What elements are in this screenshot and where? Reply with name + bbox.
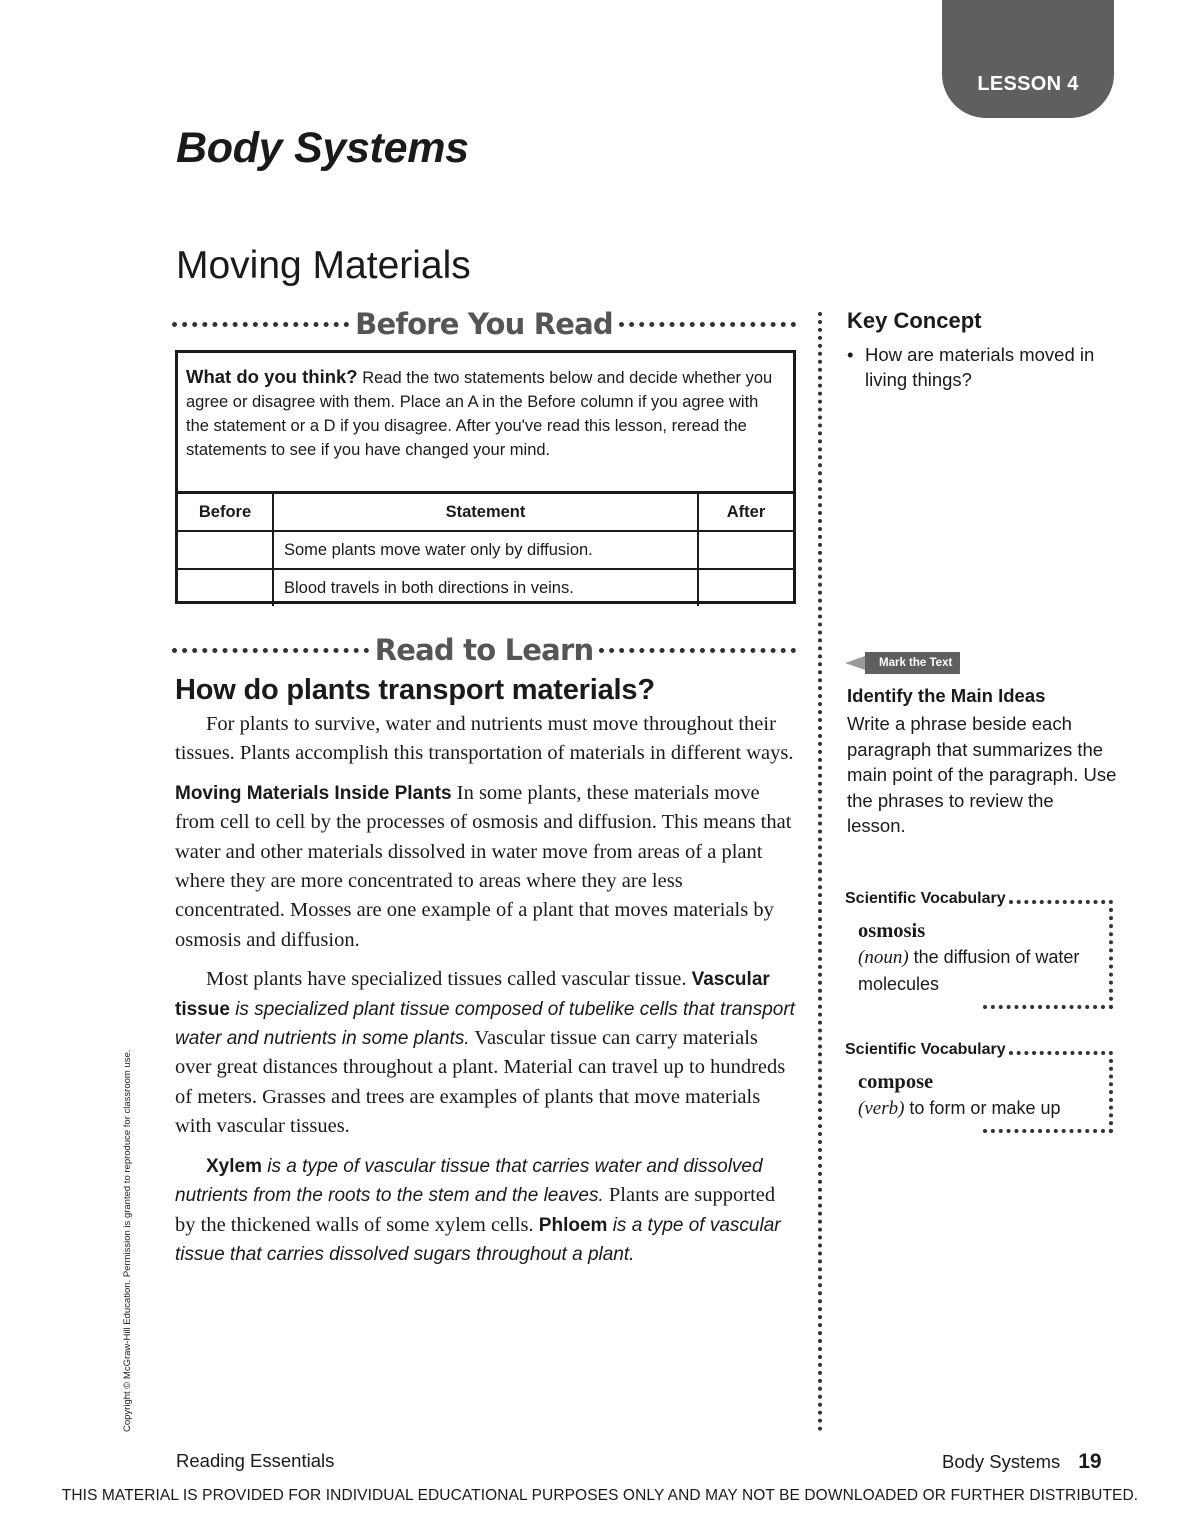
after-cell[interactable]	[698, 569, 793, 606]
banner-label: Read to Learn	[374, 633, 594, 667]
vocab-header-dots	[1009, 1051, 1113, 1055]
lesson-tab-label: LESSON 4	[977, 73, 1079, 95]
vocab-entry	[858, 1069, 1108, 1122]
statement-cell: Blood travels in both directions in veins.	[273, 569, 698, 606]
header-after: After	[698, 493, 793, 532]
banner-dots-right	[619, 322, 796, 327]
table-row	[178, 569, 793, 606]
paragraph-moving-materials	[175, 779, 797, 955]
term-vascular-tissue: Vascular tissue	[175, 969, 770, 1020]
footer-book-name: Reading Essentials	[176, 1450, 335, 1471]
paragraph-intro: For plants to survive, water and nutrients must move throughout their tissues. Plants accomplish this transportation of materials in different ways.	[175, 713, 794, 765]
copyright-notice: Copyright © McGraw-Hill Education. Permission is granted to reproduce for classroom use.	[122, 1049, 133, 1432]
banner-dots-right	[599, 648, 796, 653]
subhead: Moving Materials Inside Plants	[175, 782, 452, 804]
anticipation-table	[178, 491, 793, 606]
vocab-label: Scientific Vocabulary	[845, 890, 1006, 907]
definition-xylem: is a type of vascular tissue that carries water and dissolved nutrients from the roots to the stem and the leaves.	[175, 1155, 763, 1207]
vocab-entry	[858, 918, 1108, 998]
footer-right	[942, 1450, 1102, 1474]
definition-vascular-tissue: is specialized plant tissue composed of tubelike cells that transport water and nutrients in some plants.	[175, 998, 795, 1050]
vocab-pos: (noun)	[858, 947, 909, 968]
main-ideas-text: Write a phrase beside each paragraph that summarizes the main point of the paragraph. Use the phrases to review the lesson.	[847, 713, 1117, 836]
banner-label: Before You Read	[355, 307, 613, 341]
definition-phloem: is a type of vascular tissue that carries dissolved sugars throughout a plant.	[175, 1214, 781, 1265]
before-cell[interactable]	[178, 531, 273, 569]
vocab-box-compose	[845, 1041, 1113, 1137]
vocab-definition	[858, 1095, 1108, 1122]
question-heading: How do plants transport materials?	[175, 674, 655, 706]
banner-dots-left	[172, 648, 369, 653]
pencil-icon	[845, 656, 865, 670]
before-cell[interactable]	[178, 569, 273, 606]
statement-cell: Some plants move water only by diffusion.	[273, 531, 698, 569]
prompt-text: Read the two statements below and decide whether you agree or disagree with them. Place an A in the Before column if you agree with the statement or a D if you disagree. After you've read this lesson, reread the statements to see if you have changed your mind.	[186, 369, 773, 459]
footer-chapter: Body Systems	[942, 1451, 1061, 1472]
main-ideas-heading: Identify the Main Ideas	[847, 685, 1046, 706]
after-cell[interactable]	[698, 531, 793, 569]
key-concept-item: • How are materials moved in living things?	[865, 342, 1135, 392]
vocab-definition-text: the diffusion of water molecules	[858, 947, 1080, 994]
vocab-label: Scientific Vocabulary	[845, 1041, 1006, 1058]
paragraph-text: Plants are supported by the thickened walls of some xylem cells.	[175, 1184, 776, 1236]
vocab-definition-text: to form or make up	[904, 1098, 1061, 1118]
book-title: Body Systems	[176, 124, 469, 172]
vocab-pos: (verb)	[858, 1098, 905, 1119]
prompt-bold: What do you think?	[186, 366, 358, 387]
column-divider	[818, 312, 822, 1432]
lesson-tab	[942, 0, 1114, 118]
read-to-learn-banner	[172, 631, 796, 669]
vocab-term: osmosis	[858, 920, 926, 942]
vocab-header	[845, 890, 1113, 908]
mark-the-text-tag	[845, 652, 960, 674]
term-xylem: Xylem	[206, 1155, 262, 1177]
banner-dots-left	[172, 322, 349, 327]
paragraph-text: Most plants have specialized tissues called vascular tissue.	[206, 968, 692, 991]
paragraph-xylem-phloem	[175, 1152, 797, 1270]
distribution-notice: THIS MATERIAL IS PROVIDED FOR INDIVIDUAL EDUCATIONAL PURPOSES ONLY AND MAY NOT BE DOWNLOADED OR FURTHER DISTRIBUTED.	[61, 1487, 1139, 1504]
anticipation-guide-box	[175, 350, 796, 604]
paragraph-text: Vascular tissue can carry materials over great distances throughout a plant. Material can travel up to hundreds of meters. Grasses and trees are examples of plants that move materials with vascular tissues.	[175, 1027, 786, 1138]
vocab-definition	[858, 944, 1108, 998]
table-row	[178, 531, 793, 569]
header-before: Before	[178, 493, 273, 532]
header-statement: Statement	[273, 493, 698, 532]
vocab-header	[845, 1041, 1113, 1059]
key-concept-list	[847, 342, 1135, 392]
term-phloem: Phloem	[538, 1214, 608, 1236]
before-you-read-banner	[172, 305, 796, 343]
vocab-term: compose	[858, 1071, 934, 1093]
section-title: Moving Materials	[176, 244, 471, 287]
vocab-box-osmosis	[845, 890, 1113, 1014]
table-header-row	[178, 493, 793, 532]
anticipation-prompt	[178, 353, 793, 491]
paragraph-vascular	[175, 965, 797, 1141]
mark-the-text-label: Mark the Text	[865, 652, 960, 674]
key-concept-heading: Key Concept	[847, 308, 982, 333]
reading-body	[175, 710, 797, 1279]
paragraph-text: In some plants, these materials move from cell to cell by the processes of osmosis and diffusion. This means that water and other materials dissolved in water move from areas of a plant where they are more concentrated to areas where they are less concentrated. Mosses are one example of a plant that moves materials by osmosis and diffusion.	[175, 781, 792, 951]
page-number: 19	[1078, 1450, 1102, 1473]
vocab-header-dots	[1009, 900, 1113, 904]
